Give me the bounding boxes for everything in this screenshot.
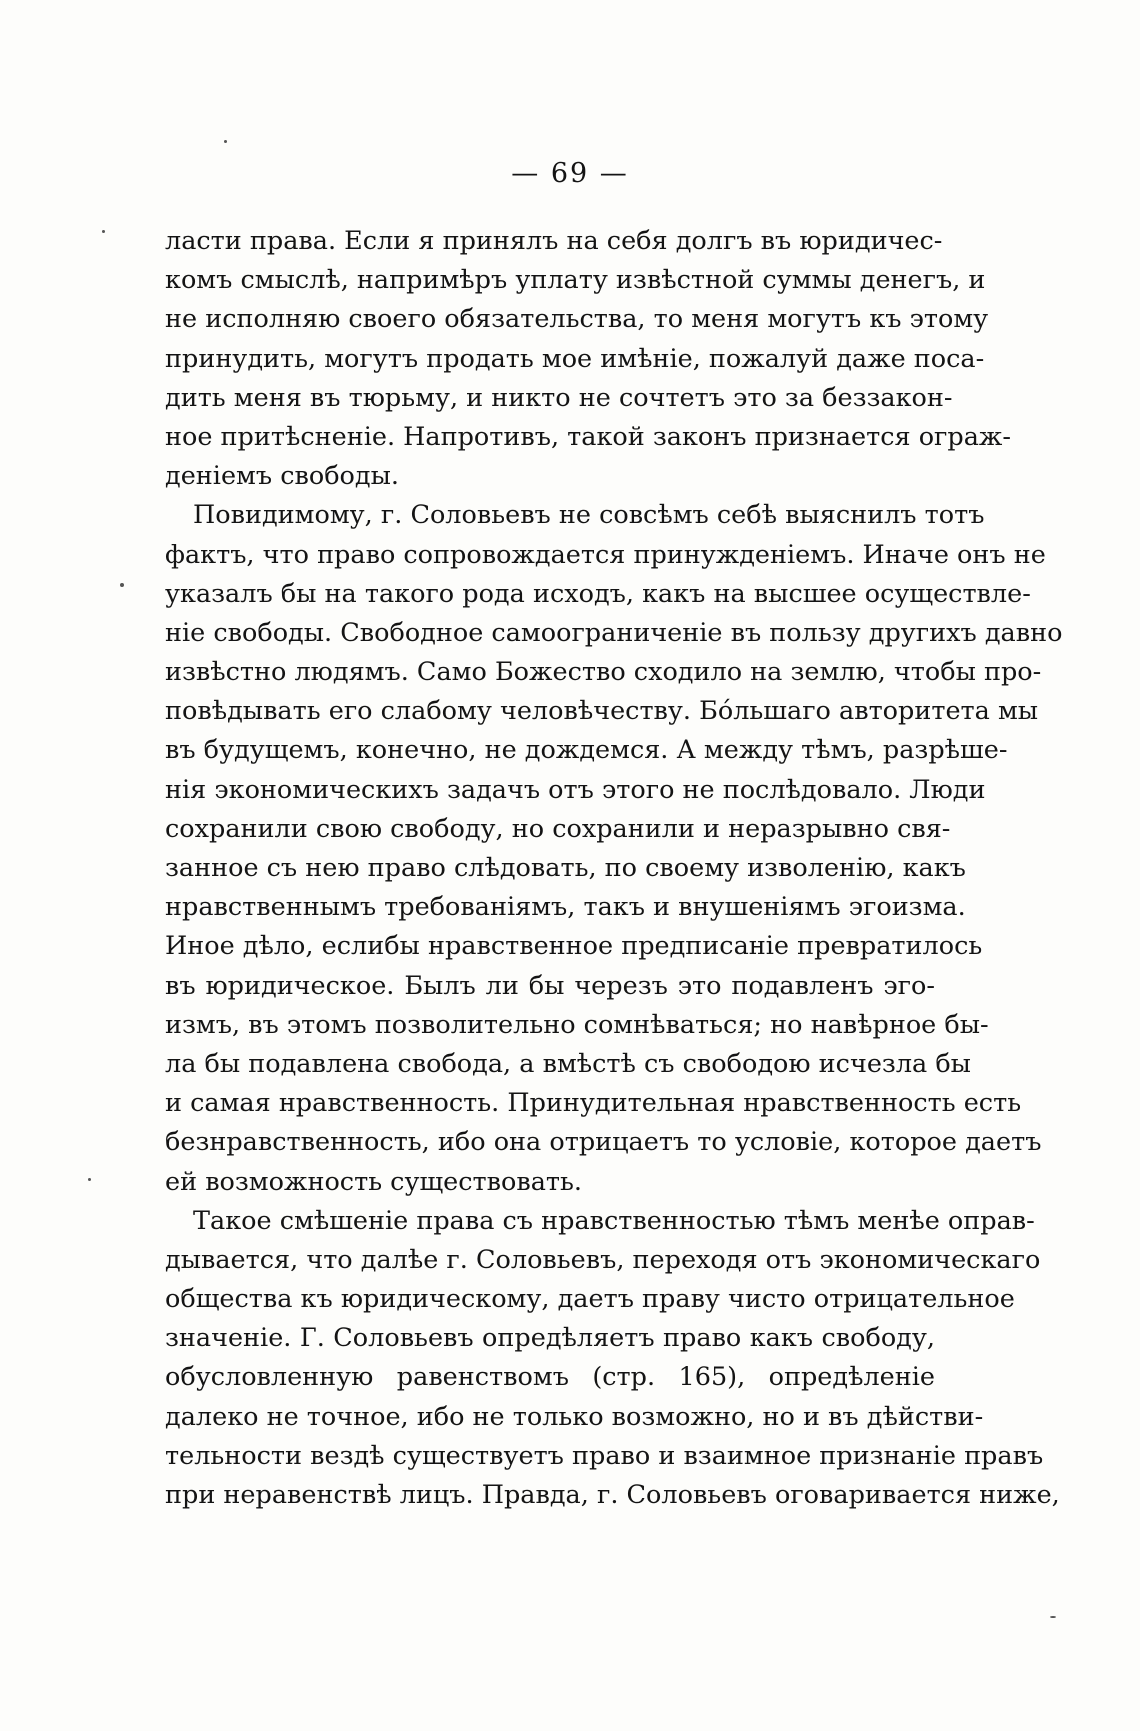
- text-line: общества къ юридическому, даетъ праву чисто отрицательное: [165, 1284, 1015, 1315]
- text-line: ей возможность существовать.: [165, 1166, 583, 1197]
- text-line: указалъ бы на такого рода исходъ, какъ на высшее осуществле-: [165, 578, 1031, 609]
- body-text: [165, 222, 1063, 1515]
- text-line: сохранили свою свободу, но сохранили и неразрывно свя-: [165, 813, 951, 844]
- text-line: не исполняю своего обязательства, то меня могутъ къ этому: [165, 304, 989, 335]
- scan-speck: [1050, 1616, 1056, 1618]
- text-line: измъ, въ этомъ позволительно сомнѣваться; но навѣрное бы-: [165, 1009, 989, 1040]
- text-line: нія экономическихъ задачъ отъ этого не послѣдовало. Люди: [165, 774, 986, 805]
- text-line: ласти права. Если я принялъ на себя долгъ въ юридичес-: [165, 226, 943, 256]
- text-line: далеко не точное, ибо не только возможно, но и въ дѣйстви-: [165, 1401, 984, 1432]
- text-line: Иное дѣло, еслибы нравственное предписаніе превратилось: [165, 931, 983, 962]
- text-line: дывается, что далѣе г. Соловьевъ, переходя отъ экономическаго: [165, 1244, 1041, 1275]
- text-line: деніемъ свободы.: [165, 461, 399, 492]
- text-line: Такое смѣшеніе права съ нравственностью тѣмъ менѣе оправ-: [193, 1205, 1035, 1236]
- text-line: Повидимому, г. Соловьевъ не совсѣмъ себѣ выяснилъ тотъ: [193, 500, 985, 531]
- scan-speck: [224, 140, 227, 143]
- scan-speck: [88, 1178, 91, 1181]
- text-line: безнравственность, ибо она отрицаетъ то условіе, которое даетъ: [165, 1127, 1042, 1158]
- text-line: ла бы подавлена свобода, а вмѣстѣ съ свободою исчезла бы: [165, 1048, 971, 1079]
- text-line: нравственнымъ требованіямъ, такъ и внушеніямъ эгоизма.: [165, 892, 966, 923]
- text-line: и самая нравственность. Принудительная нравственность есть: [165, 1088, 1022, 1119]
- text-line: значеніе. Г. Соловьевъ опредѣляетъ право какъ свободу,: [165, 1323, 935, 1354]
- text-line: извѣстно людямъ. Само Божество сходило на землю, чтобы про-: [165, 657, 1042, 688]
- text-line: обусловленную равенствомъ (стр. 165), опредѣленіе: [165, 1362, 935, 1393]
- text-line: въ будущемъ, конечно, не дождемся. А между тѣмъ, разрѣше-: [165, 735, 1008, 766]
- text-line: дить меня въ тюрьму, и никто не сочтетъ это за беззакон-: [165, 382, 953, 413]
- text-line: тельности вездѣ существуетъ право и взаимное признаніе правъ: [165, 1440, 1044, 1471]
- scan-speck: [102, 230, 105, 233]
- paragraph-3: [165, 1202, 1060, 1516]
- text-line: фактъ, что право сопровождается принужденіемъ. Иначе онъ не: [165, 539, 1046, 570]
- text-line: ное притѣсненіе. Напротивъ, такой законъ признается ограж-: [165, 421, 1012, 452]
- scan-speck: [120, 583, 124, 587]
- text-line: ніе свободы. Свободное самоограниченіе въ пользу другихъ давно: [165, 617, 1063, 648]
- paragraph-2: [165, 496, 1063, 1201]
- page-number: — 69 —: [511, 158, 629, 189]
- text-line: при неравенствѣ лицъ. Правда, г. Соловьевъ оговаривается ниже,: [165, 1480, 1060, 1510]
- paragraph-1: [165, 222, 1012, 496]
- text-line: принудить, могутъ продать мое имѣніе, пожалуй даже поса-: [165, 343, 985, 374]
- text-line: занное съ нею право слѣдовать, по своему изволенію, какъ: [165, 853, 966, 883]
- text-line: въ юридическое. Былъ ли бы черезъ это подавленъ эго-: [165, 970, 935, 1001]
- text-line: комъ смыслѣ, напримѣръ уплату извѣстной суммы денегъ, и: [165, 265, 986, 296]
- text-line: повѣдывать его слабому человѣчеству. Бóльшаго авторитета мы: [165, 696, 1039, 727]
